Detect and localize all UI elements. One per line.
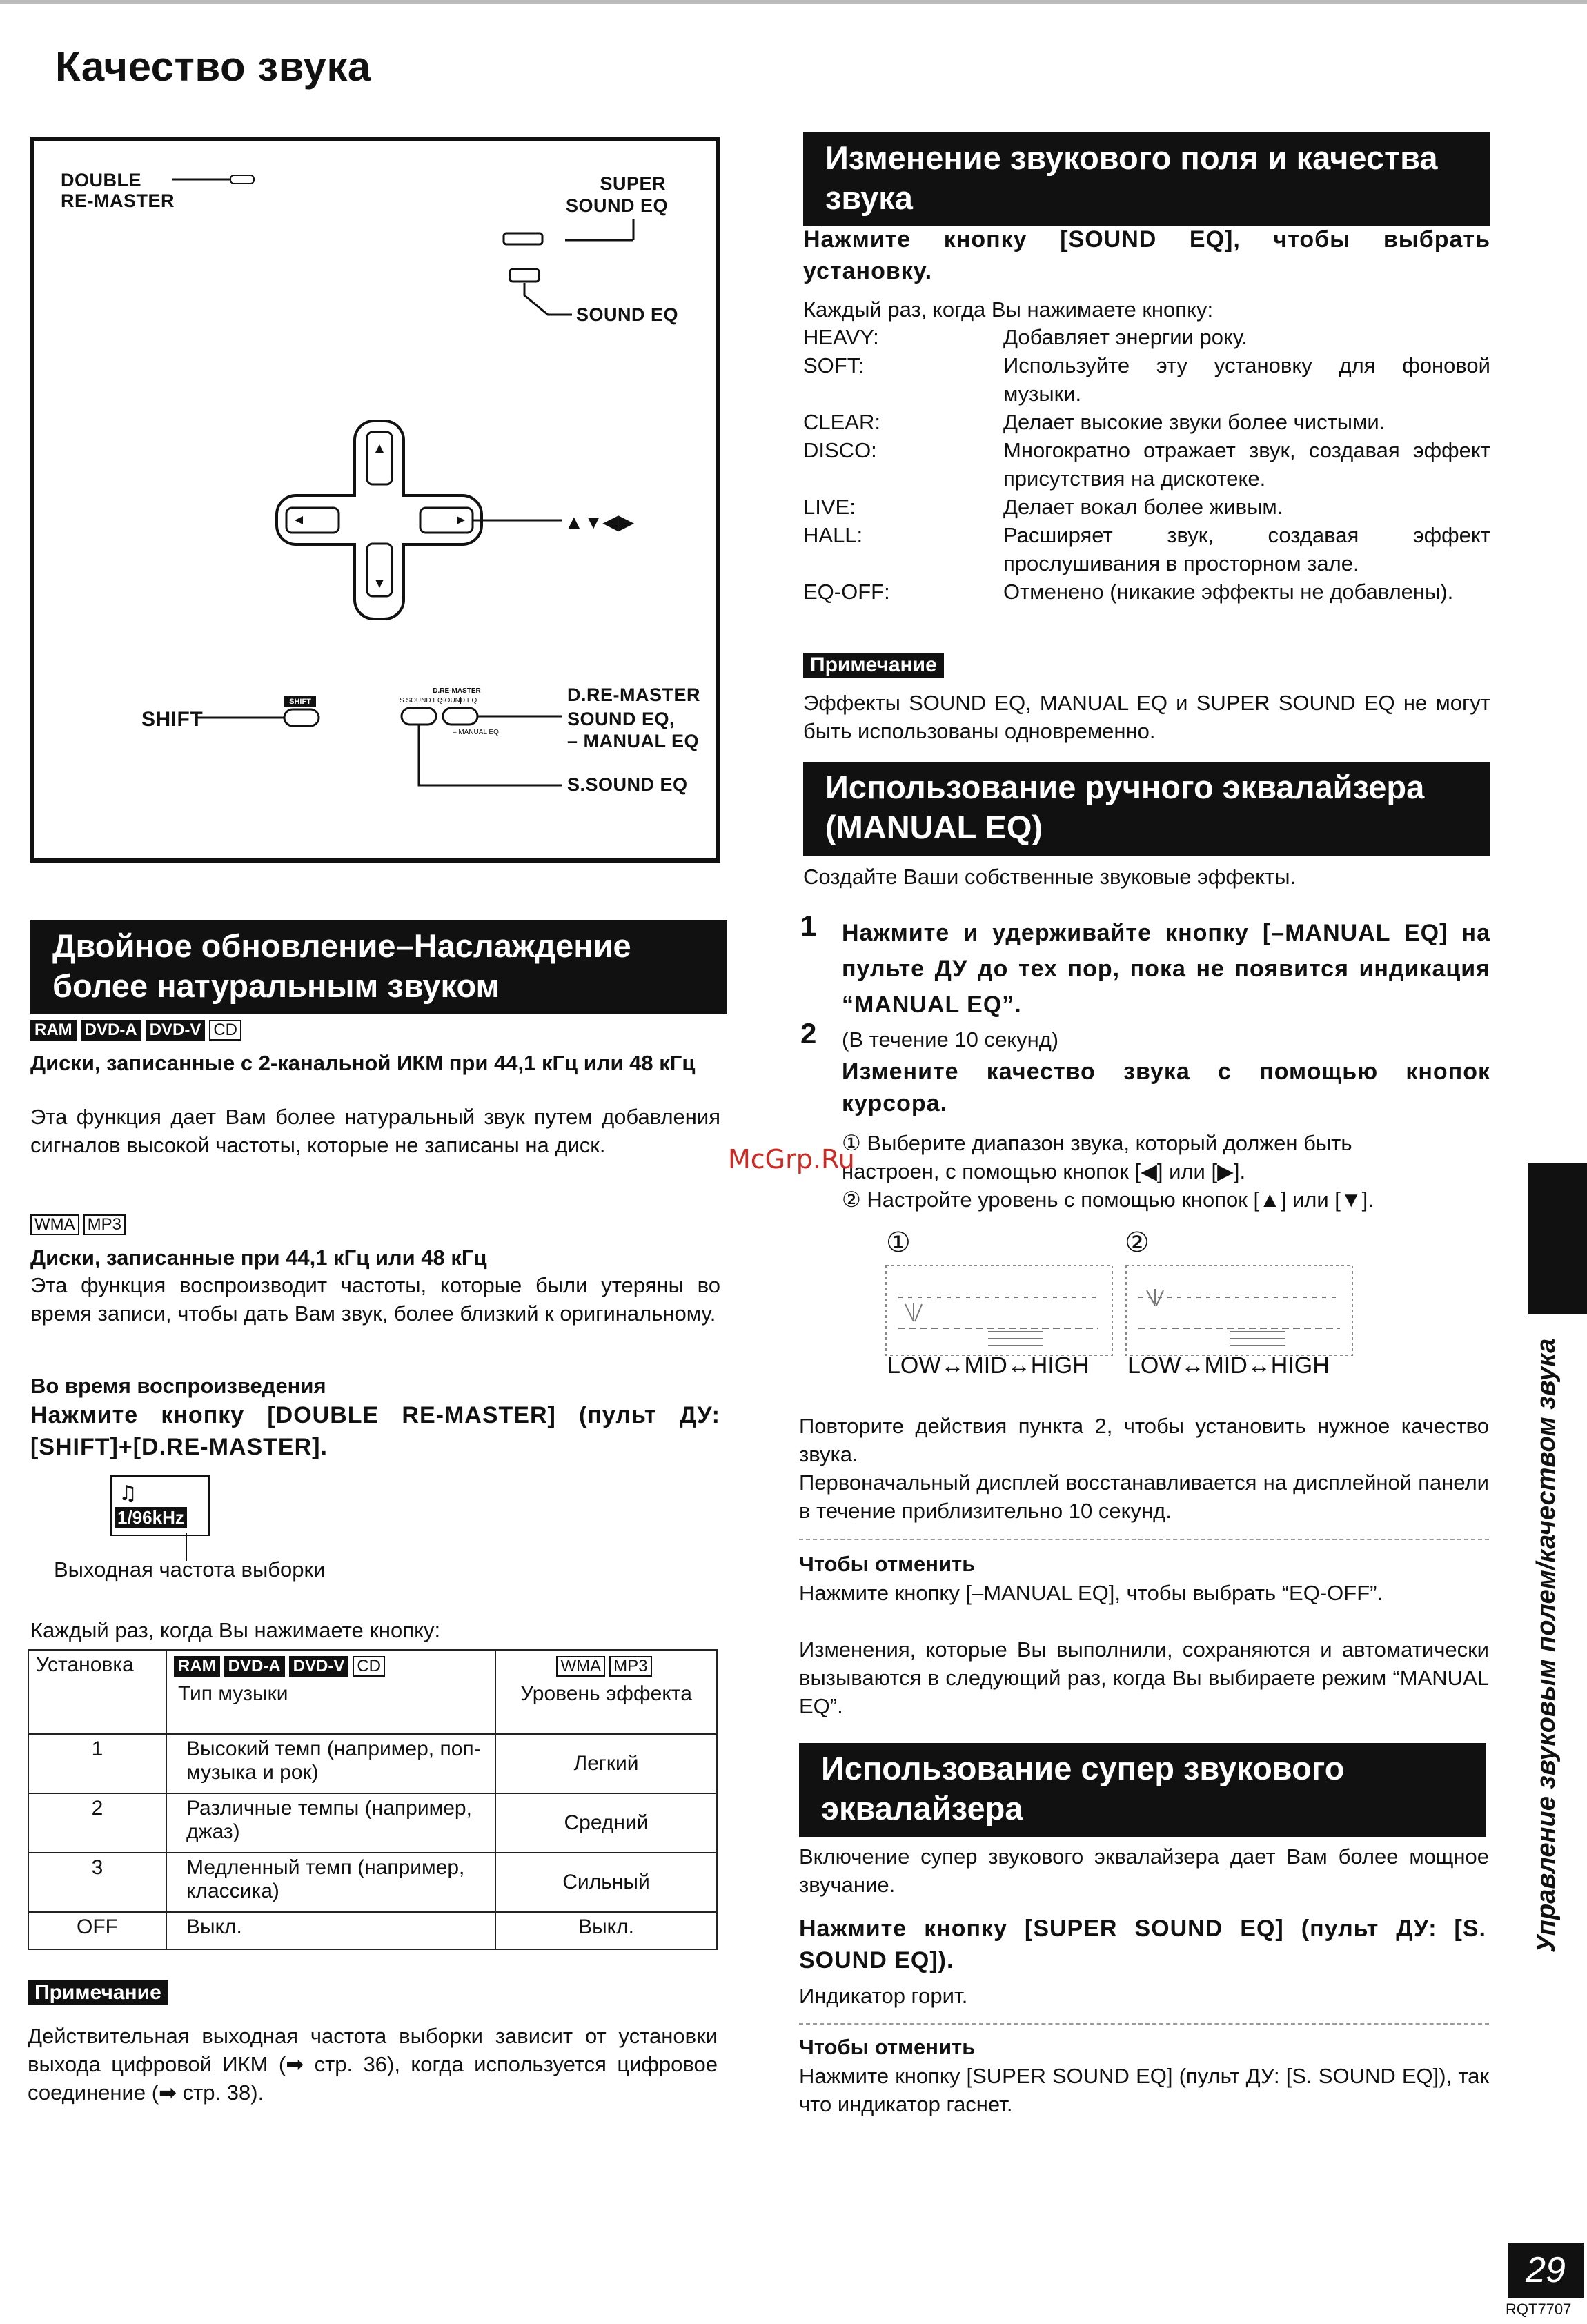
table-badge-dvd-v: DVD-V <box>289 1656 349 1677</box>
eq-mode-list <box>803 323 1490 606</box>
super-sound-eq-section-heading: Использование супер звукового эквалайзера <box>799 1743 1486 1837</box>
page-title: Качество звука <box>55 43 371 90</box>
indicator-text: Индикатор горит. <box>799 1984 968 2008</box>
eq-mode-desc: Делает вокал более живым. <box>1003 495 1283 519</box>
left-note-label-wrap <box>28 1980 168 2005</box>
eq-mode-name: EQ-OFF: <box>803 580 890 604</box>
right-note1-label-wrap <box>803 653 944 678</box>
header-music-type-label: Тип музыки <box>178 1682 288 1705</box>
diagram-2-number: ② <box>1125 1228 1150 1258</box>
label-super-sound-eq: SUPER SOUND EQ <box>566 173 669 216</box>
right-note1-label: Примечание <box>803 653 944 678</box>
compressed-discs-heading: Диски, записанные при 44,1 кГц или 48 кГц <box>30 1245 487 1270</box>
badge-cd: CD <box>209 1020 241 1041</box>
row-setting: 3 <box>28 1853 166 1912</box>
header-effect-level <box>495 1650 717 1734</box>
compressed-discs-text: Эта функция воспроизводит частоты, которые были утеряны во время записи, чтобы дать Вам звук, более близкий к оригинальному. <box>30 1273 720 1326</box>
table-badge-cd: CD <box>353 1656 385 1677</box>
row-setting: OFF <box>28 1912 166 1949</box>
table-row <box>28 1912 717 1949</box>
pcm-discs-heading: Диски, записанные с 2-канальной ИКМ при 44,1 кГц или 48 кГц <box>30 1051 696 1075</box>
row-music: Высокий темп (например, поп-музыка и рок) <box>166 1734 495 1793</box>
row-level: Сильный <box>495 1853 717 1912</box>
badge-dvd-v: DVD-V <box>146 1020 206 1041</box>
eq-mode-name: HEAVY: <box>803 325 879 349</box>
cancel1-heading: Чтобы отменить <box>799 1552 976 1576</box>
row-setting: 1 <box>28 1734 166 1793</box>
label-d-remaster: D.RE-MASTER <box>567 685 700 705</box>
table-badge-wma: WMA <box>556 1656 605 1677</box>
sound-eq-button <box>510 269 539 282</box>
badge-wma: WMA <box>30 1214 79 1235</box>
eq-mode-desc: Добавляет энергии року. <box>1003 325 1248 349</box>
list-item <box>803 578 1490 606</box>
each-press-text: Каждый раз, когда Вы нажимаете кнопку: <box>30 1618 441 1642</box>
sound-eq-each-press: Каждый раз, когда Вы нажимаете кнопку: <box>803 297 1214 322</box>
left-note-label: Примечание <box>28 1980 168 2005</box>
step2-number: 2 <box>800 1017 817 1050</box>
row-music: Медленный темп (например, классика) <box>166 1853 495 1912</box>
list-item <box>803 408 1490 436</box>
pcm-discs-text: Эта функция дает Вам более натуральный звук путем добавления сигналов высокой частоты, которые не записаны на диск. <box>30 1105 720 1157</box>
header-music-type <box>166 1650 495 1734</box>
left-note-text: Действительная выходная частота выборки зависит от установки выхода цифровой ИКМ (➡ стр. 36), когда используется цифровое соединение (➡ стр. 38). <box>28 2024 718 2105</box>
saved-text: Изменения, которые Вы выполнили, сохраняются и автоматически вызываются в следующий раз, когда Вы выбираете режим “MANUAL EQ”. <box>799 1637 1489 1718</box>
sound-field-section-heading: Изменение звукового поля и качества звука <box>803 132 1490 226</box>
eq-mode-desc: Многократно отражает звук, создавая эффект присутствия на дискотеке. <box>1003 438 1490 491</box>
eq-mode-desc: Используйте эту установку для фоновой музыки. <box>1003 353 1490 406</box>
badges-compressed <box>30 1214 130 1235</box>
row-setting: 2 <box>28 1793 166 1853</box>
dpad-up <box>367 432 392 484</box>
small-manual-eq-label: – MANUAL EQ <box>453 729 499 736</box>
label-shift: SHIFT <box>141 708 204 731</box>
table-header-row <box>28 1650 717 1734</box>
super-sound-eq-instruction: Нажмите кнопку [SUPER SOUND EQ] (пульт ДУ: [S. SOUND EQ]). <box>799 1916 1486 1973</box>
manual-eq-intro: Создайте Ваши собственные звуковые эффекты. <box>803 865 1297 889</box>
label-sound-eq-manual: SOUND EQ, – MANUAL EQ <box>567 709 700 751</box>
restore-text: Первоначальный дисплей восстанавливается на дисплейной панели в течение приблизительно 10 секунд. <box>799 1470 1489 1523</box>
eq-mode-desc: Делает высокие звуки более чистыми. <box>1003 410 1386 434</box>
divider <box>799 1539 1489 1540</box>
sound-eq-instruction: Нажмите кнопку [SOUND EQ], чтобы выбрать установку. <box>803 226 1490 284</box>
label-s-sound-eq: S.SOUND EQ <box>567 774 688 795</box>
display-caption: Выходная частота выборки <box>54 1557 326 1582</box>
right-note1-text: Эффекты SOUND EQ, MANUAL EQ и SUPER SOUND EQ не могут быть использованы одновременно. <box>803 691 1490 743</box>
step2-sub2: ② Настройте уровень с помощью кнопок [▲] или [▼]. <box>842 1188 1374 1212</box>
double-remaster-button <box>230 175 254 184</box>
eq-mode-name: LIVE: <box>803 495 856 519</box>
label-arrows: ▲▼◀▶ <box>564 511 634 533</box>
cancel2-heading: Чтобы отменить <box>799 2035 976 2059</box>
s-sound-eq-button <box>402 708 436 725</box>
display-panel <box>110 1475 210 1536</box>
eq-mode-name: DISCO: <box>803 438 877 462</box>
step2-sub1: ① Выберите диапазон звука, который должен быть настроен, с помощью кнопок [◀] или [▶]. <box>842 1131 1352 1183</box>
row-level: Легкий <box>495 1734 717 1793</box>
super-sound-eq-intro: Включение супер звукового эквалайзера дает Вам более мощное звучание. <box>799 1844 1489 1897</box>
music-note-icon <box>117 1479 159 1506</box>
svg-text:♫: ♫ <box>119 1481 137 1506</box>
diagram-1-band-label: LOW↔MID↔HIGH <box>887 1352 1090 1379</box>
dpad-down <box>367 544 392 596</box>
row-music: Выкл. <box>166 1912 495 1949</box>
shift-button <box>284 709 319 726</box>
manual-eq-section-heading: Использование ручного эквалайзера (MANUAL EQ) <box>803 762 1490 856</box>
badge-dvd-a: DVD-A <box>81 1020 141 1041</box>
cancel2-text: Нажмите кнопку [SUPER SOUND EQ] (пульт ДУ: [S. SOUND EQ]), так что индикатор гаснет. <box>799 2064 1489 2116</box>
table-badge-mp3: MP3 <box>609 1656 651 1677</box>
cancel1-text: Нажмите кнопку [–MANUAL EQ], чтобы выбрать “EQ-OFF”. <box>799 1581 1383 1605</box>
list-item <box>803 351 1490 408</box>
table-badge-dvd-a: DVD-A <box>224 1656 285 1677</box>
manual-eq-display-diagrams <box>885 1263 1354 1359</box>
table-row <box>28 1793 717 1853</box>
scan-top-bar <box>0 0 1587 4</box>
dpad-left <box>286 508 339 533</box>
watermark: McGrp.Ru <box>728 1144 855 1174</box>
sample-rate-display: 1/96kHz <box>115 1507 187 1528</box>
diagram-1-number: ① <box>886 1228 911 1258</box>
repeat-text: Повторите действия пункта 2, чтобы установить нужное качество звука. <box>799 1414 1489 1466</box>
side-section-label: Управление звуковым полем/качеством звука <box>1532 1338 1561 1953</box>
table-row <box>28 1734 717 1793</box>
document-code: RQT7707 <box>1506 2301 1572 2318</box>
remaster-settings-table <box>28 1649 718 1950</box>
eq-mode-name: SOFT: <box>803 353 864 377</box>
eq-mode-name: HALL: <box>803 523 863 547</box>
step1-text: Нажмите и удерживайте кнопку [–MANUAL EQ] на пульте ДУ до тех пор, пока не появится индикация “MANUAL EQ”. <box>842 920 1490 1018</box>
label-sound-eq: SOUND EQ <box>576 304 679 325</box>
list-item <box>803 436 1490 493</box>
small-sound-eq-label: SOUND EQ <box>440 697 477 705</box>
eq-mode-desc: Расширяет звук, создавая эффект прослушивания в просторном зале. <box>1003 523 1490 575</box>
eq-mode-name: CLEAR: <box>803 410 880 434</box>
small-s-sound-eq-label: S.SOUND EQ <box>400 697 443 705</box>
small-shift-label: SHIFT <box>289 698 311 706</box>
step2-text: Измените качество звука с помощью кнопок курсора. <box>842 1058 1490 1116</box>
list-item <box>803 323 1490 351</box>
diagram-2-band-label: LOW↔MID↔HIGH <box>1127 1352 1330 1379</box>
divider <box>799 2023 1489 2025</box>
badges-pcm <box>30 1020 246 1041</box>
super-sound-eq-button <box>504 233 542 244</box>
list-item <box>803 493 1490 521</box>
playback-heading: Во время воспроизведения <box>30 1374 326 1398</box>
table-row <box>28 1853 717 1912</box>
double-remaster-section-heading: Двойное обновление–Наслаждение более натуральным звуком <box>30 920 727 1014</box>
page-number: 29 <box>1508 2243 1584 2298</box>
label-double-remaster: DOUBLE RE-MASTER <box>61 170 175 211</box>
double-remaster-instruction: Нажмите кнопку [DOUBLE RE-MASTER] (пульт ДУ: [SHIFT]+[D.RE-MASTER]. <box>30 1402 720 1460</box>
badge-ram: RAM <box>30 1020 77 1041</box>
eq-mode-desc: Отменено (никакие эффекты не добавлены). <box>1003 580 1454 604</box>
header-setting: Установка <box>28 1650 166 1734</box>
header-effect-level-label: Уровень эффекта <box>520 1682 692 1705</box>
step2-note: (В течение 10 секунд) <box>842 1027 1059 1052</box>
step1-number: 1 <box>800 909 817 942</box>
row-music: Различные темпы (например, джаз) <box>166 1793 495 1853</box>
remote-diagram-lines <box>30 137 720 863</box>
small-d-remaster-label: D.RE-MASTER <box>433 687 481 695</box>
list-item <box>803 521 1490 578</box>
row-level: Выкл. <box>495 1912 717 1949</box>
table-badge-ram: RAM <box>174 1656 220 1677</box>
sound-eq-manual-button <box>443 708 477 725</box>
row-level: Средний <box>495 1793 717 1853</box>
badge-mp3: MP3 <box>83 1214 126 1235</box>
